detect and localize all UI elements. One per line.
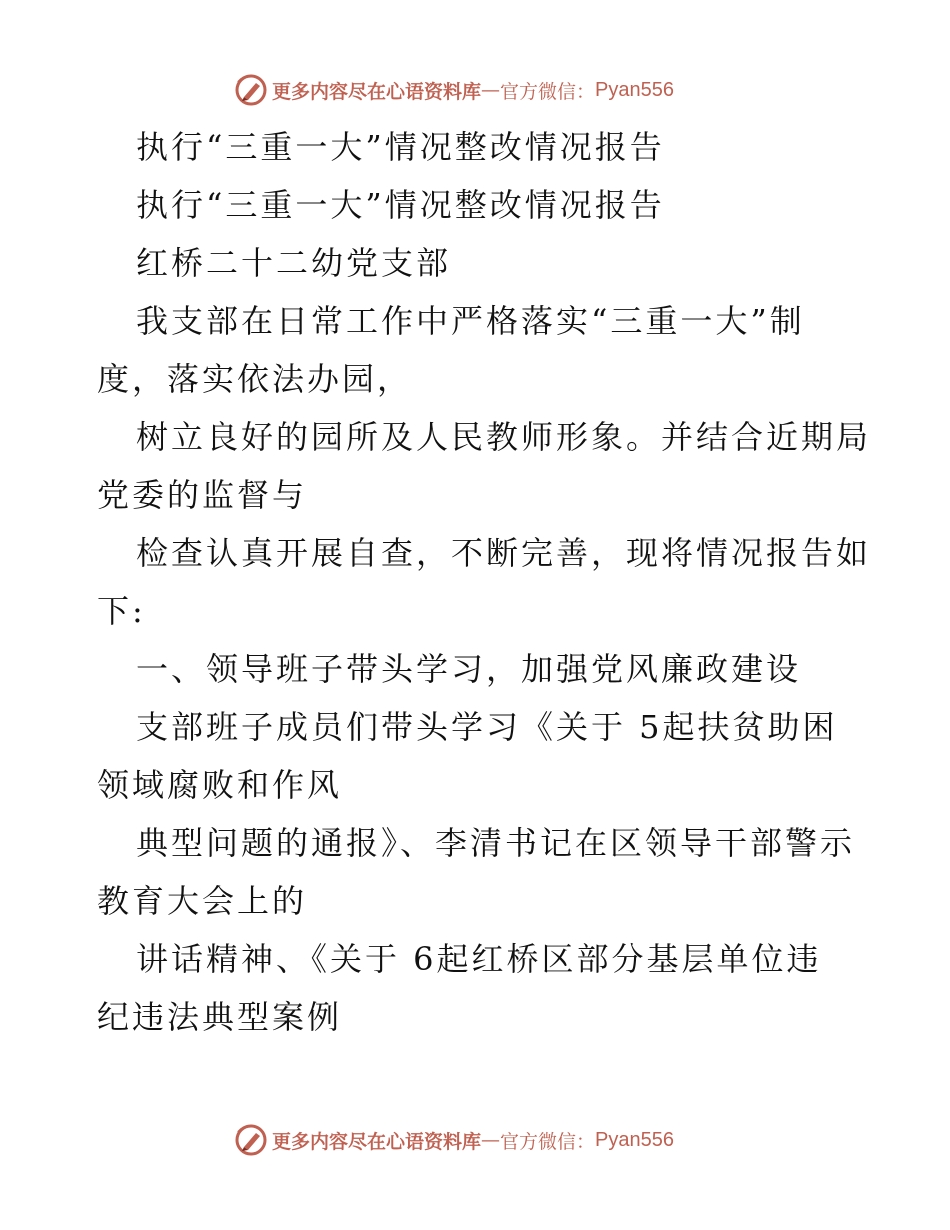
- banner-site-text: 更多内容尽在心语资料库: [272, 1130, 482, 1153]
- banner-dash: —: [481, 1129, 501, 1151]
- paragraph-line: 度，落实依法办园，: [97, 360, 413, 398]
- paragraph-line: 树立良好的园所及人民教师形象。并结合近期局: [136, 418, 872, 456]
- footer-banner: [234, 1122, 674, 1158]
- banner-wechat-label: 官方微信：: [500, 1130, 596, 1153]
- paragraph-line: 典型问题的通报》、李清书记在区领导干部警示: [136, 824, 856, 862]
- document-title-repeat: 执行“三重一大”情况整改情况报告: [136, 186, 665, 224]
- pen-circle-icon: [234, 73, 268, 107]
- paragraph-line: 纪违法典型案例: [97, 998, 343, 1036]
- paragraph-line: 检查认真开展自查，不断完善，现将情况报告如: [136, 534, 872, 572]
- paragraph-line: 支部班子成员们带头学习《关于 5起扶贫助困: [136, 708, 838, 746]
- banner-dash: —: [481, 79, 501, 101]
- banner-wechat-label: 官方微信：: [500, 80, 596, 103]
- paragraph-line: 教育大会上的: [97, 882, 308, 920]
- banner-wechat-id: Pyan556: [595, 78, 674, 101]
- paragraph-line: 党委的监督与: [97, 476, 308, 514]
- paragraph-line: 领域腐败和作风: [97, 766, 343, 804]
- document-author: 红桥二十二幼党支部: [136, 244, 452, 282]
- pen-circle-icon: [234, 1123, 268, 1157]
- paragraph-line: 讲话精神、《关于 6起红桥区部分基层单位违: [136, 940, 822, 978]
- banner-wechat-id: Pyan556: [595, 1128, 674, 1151]
- document-title: 执行“三重一大”情况整改情况报告: [136, 128, 665, 166]
- document-body: [97, 118, 872, 1046]
- section-heading: 一、领导班子带头学习，加强党风廉政建设: [136, 650, 802, 688]
- paragraph-line: 下:: [97, 592, 146, 630]
- banner-site-text: 更多内容尽在心语资料库: [272, 80, 482, 103]
- paragraph-line: 我支部在日常工作中严格落实“三重一大”制: [136, 302, 805, 340]
- header-banner: [234, 72, 674, 108]
